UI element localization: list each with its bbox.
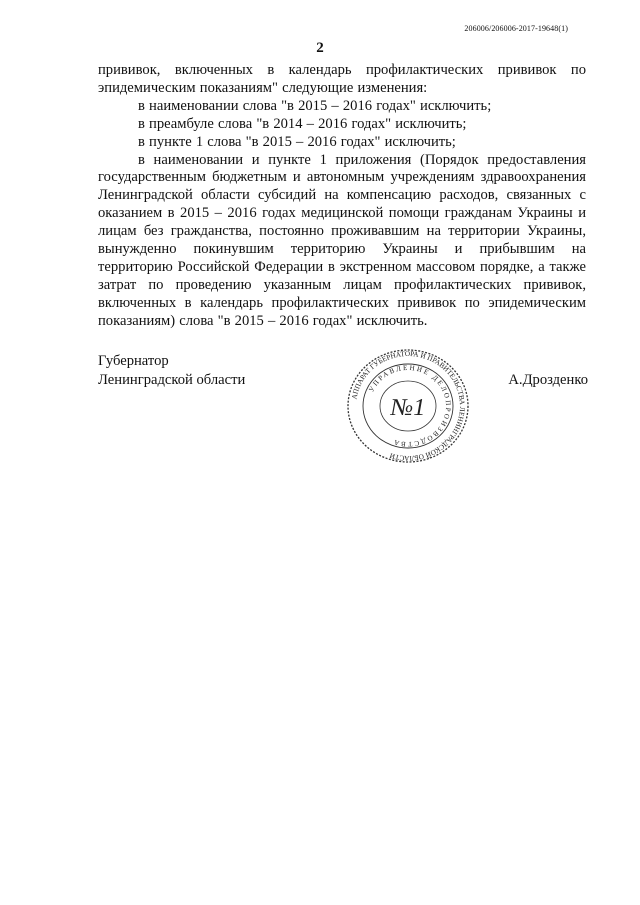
signatory-name: А.Дрозденко (508, 372, 588, 388)
document-id: 206006/206006-2017-19648(1) (464, 24, 568, 33)
signatory-title-line2: Ленинградской области (98, 372, 246, 388)
paragraph-continuation: прививок, включенных в календарь профилактических прививок по эпидемическим показаниям" следующие изменения: (98, 62, 586, 96)
paragraph-change-point1: в пункте 1 слова "в 2015 – 2016 годах" исключить; (138, 133, 456, 150)
signature-block (98, 349, 588, 472)
page-number: 2 (316, 40, 324, 56)
stamp-center-number: №1 (390, 395, 426, 421)
signatory-title-line1: Губернатор (98, 353, 169, 369)
paragraph-change-title: в наименовании слова "в 2015 – 2016 годах" исключить; (138, 97, 492, 114)
signatory-title (98, 352, 245, 390)
stamp-outer-text: АППАРАТ ГУБЕРНАТОРА И ПРАВИТЕЛЬСТВА ЛЕНИНГРАДСКОЙ ОБЛАСТИ (350, 349, 467, 463)
paragraph-change-appendix: в наименовании и пункте 1 приложения (Порядок предоставления государственным бюджетным и автономным учреждениям здравоохранения Ленинградской области субсидий на компенсацию расходов, связанных с оказанием в 2015 – 2016 годах медицинской помощи гражданам Украины и лицам без гражданства, постоянно проживавшим на территории Украины, вынужденно покинувшим территорию Украины и прибывшим на территорию Российской Федерации в экстренном массовом порядке, а также затрат по проведению указанным лицам профилактических прививок, включенных в календарь профилактических прививок по эпидемическим показаниям) слова "в 2015 – 2016 годах" исключить. (98, 151, 586, 329)
document-body (98, 62, 586, 331)
official-seal-stamp (343, 348, 473, 464)
paragraph-change-preamble: в преамбуле слова "в 2014 – 2016 годах" исключить; (138, 115, 467, 132)
stamp-inner-text: УПРАВЛЕНИЕ ДЕЛОПРОИЗВОДСТВА (367, 363, 453, 449)
